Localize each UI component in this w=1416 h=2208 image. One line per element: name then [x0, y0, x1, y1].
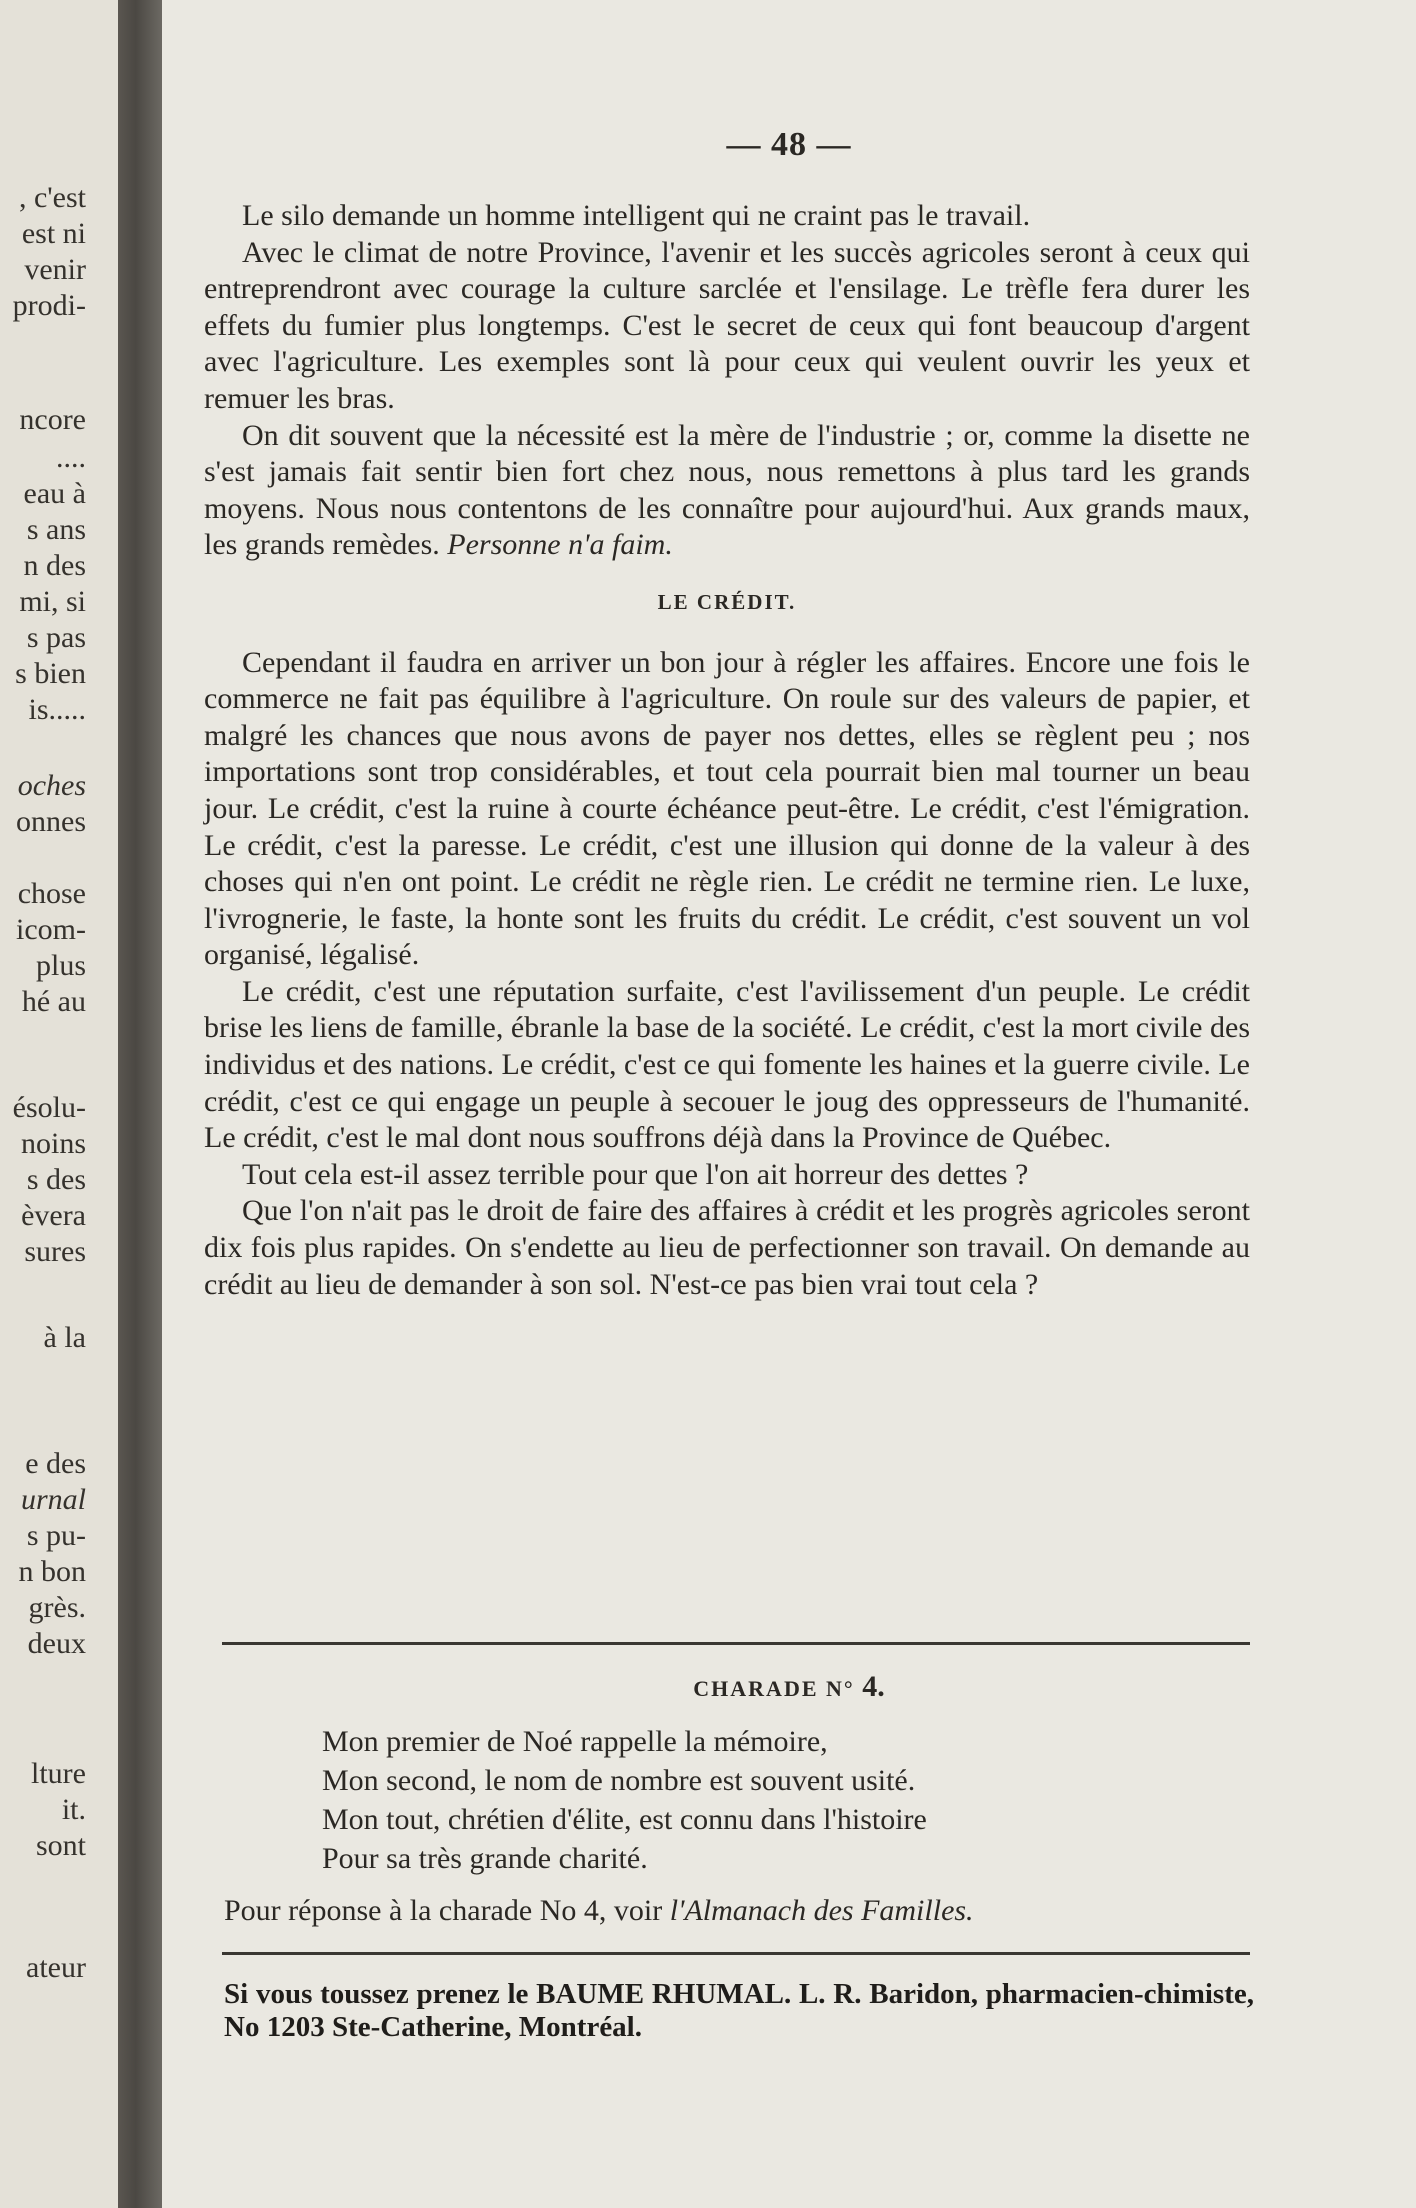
previous-page-line: , c'est [18, 181, 86, 214]
previous-page-line: s pas [26, 621, 86, 654]
divider-top [222, 1642, 1250, 1645]
page-number: — 48 — [726, 126, 852, 163]
previous-page-line: s ans [26, 513, 86, 546]
previous-page-line: icom- [16, 913, 86, 946]
almanach-title: l'Almanach des Familles. [669, 1894, 974, 1927]
previous-page-line: lture [31, 1757, 86, 1790]
poem-line: Mon tout, chrétien d'élite, est connu dans l'histoire [322, 1803, 927, 1836]
paragraph-silo: Le silo demande un homme intelligent qui ne craint pas le travail. [242, 199, 1031, 232]
previous-page-line: noins [20, 1127, 86, 1160]
previous-page-line: ésolu- [12, 1091, 86, 1124]
previous-page-line: n bon [18, 1555, 86, 1588]
book-gutter [118, 0, 162, 2208]
previous-page-line: onnes [16, 805, 86, 838]
charade-title [162, 1670, 1416, 1704]
charade-title-text: CHARADE N° [693, 1676, 855, 1701]
paragraph-progres: Que l'on n'ait pas le droit de faire des affaires à crédit et les progrès agricoles seront dix fois plus rapides. On s'endette au lieu de perfectionner son travail. On demande au crédit au lieu de demander à son sol. N'est-ce pas bien vrai tout cela ? [204, 1194, 1250, 1301]
previous-page-line: it. [61, 1793, 86, 1826]
poem-line: Pour sa très grande charité. [322, 1842, 648, 1875]
previous-page-line: grès. [28, 1591, 86, 1624]
section-title-credit: LE CRÉDIT. [657, 589, 797, 614]
divider-bottom [222, 1952, 1250, 1955]
previous-page-line: eau à [23, 477, 86, 510]
previous-page-line: oches [17, 769, 86, 802]
poem-line: Mon second, le nom de nombre est souvent usité. [322, 1764, 916, 1797]
previous-page-line: prodi- [12, 289, 86, 322]
previous-page-line: à la [43, 1321, 86, 1354]
charade-answer-text: Pour réponse à la charade No 4, voir [224, 1894, 670, 1927]
previous-page-line: ncore [19, 403, 86, 436]
charade-answer [224, 1894, 1254, 1928]
previous-page-fragment [0, 0, 118, 2208]
previous-page-line: .... [56, 441, 86, 474]
poem-line: Mon premier de Noé rappelle la mémoire, [322, 1725, 828, 1758]
previous-page-line: chose [17, 877, 86, 910]
previous-page-line: s bien [15, 657, 86, 690]
previous-page-line: s pu- [26, 1519, 86, 1552]
charade-poem [322, 1722, 927, 1878]
previous-page-line: èvera [21, 1199, 86, 1232]
previous-page-line: hé au [21, 985, 86, 1018]
previous-page-line: sont [35, 1829, 86, 1862]
paragraph-cependant: Cependant il faudra en arriver un bon jour à régler les affaires. Encore une fois le commerce ne fait pas équilibre à l'agriculture. On roule sur des valeurs de papier, et malgré les chances que nous avons de payer nos dettes, elles se règlent peu ; nos importations sont trop considérables, et tout cela pourrait bien mal tourner un beau jour. Le crédit, c'est la ruine à courte échéance peut-être. Le crédit, c'est l'émigration. Le crédit, c'est la paresse. Le crédit, c'est une illusion qui donne de la valeur à des choses qui n'en ont point. Le crédit ne règle rien. Le crédit ne termine rien. Le luxe, l'ivrognerie, le faste, la honte sont les fruits du crédit. Le crédit, c'est souvent un vol organisé, légalisé. [204, 645, 1250, 972]
previous-page-line: ateur [26, 1951, 86, 1984]
paragraph-necessite [204, 418, 1250, 564]
paragraph-terrible: Tout cela est-il assez terrible pour que l'on ait horreur des dettes ? [242, 1157, 1029, 1191]
book-page [162, 0, 1416, 2208]
body-text [204, 198, 1250, 1303]
advertisement: Si vous toussez prenez le BAUME RHUMAL. L. R. Baridon, pharmacien-chimiste, No 1203 Ste-Catherine, Montréal. [224, 1978, 1254, 2043]
personne-na-faim: Personne n'a faim. [447, 528, 673, 562]
previous-page-line: n des [23, 549, 86, 582]
paragraph-climat: Avec le climat de notre Province, l'avenir et les succès agricoles seront à ceux qui entreprendront avec courage la culture sarclée et l'ensilage. Le trèfle fera durer les effets du fumier plus longtemps. C'est le secret de ceux qui font beaucoup d'argent avec l'agriculture. Les exemples sont là pour ceux qui veulent ouvrir les yeux et remuer les bras. [204, 235, 1250, 415]
previous-page-line: plus [35, 949, 86, 982]
previous-page-line: venir [24, 253, 86, 286]
previous-page-line: s des [26, 1163, 86, 1196]
paragraph-necessite-text: On dit souvent que la nécessité est la mère de l'industrie ; or, comme la disette ne s'est jamais fait sentir bien fort chez nous, nous remettons à plus tard les grands moyens. Nous nous contentons de les connaître pour aujourd'hui. Aux grands maux, les grands remèdes. [204, 418, 1250, 562]
previous-page-line: sures [24, 1235, 86, 1268]
previous-page-line: deux [27, 1627, 86, 1660]
previous-page-line: urnal [20, 1483, 86, 1516]
previous-page-line: est ni [21, 217, 86, 250]
paragraph-reputation: Le crédit, c'est une réputation surfaite, c'est l'avilissement d'un peuple. Le crédit brise les liens de famille, ébranle la base de la société. Le crédit, c'est la mort civile des individus et des nations. Le crédit, c'est ce qui fomente les haines et la guerre civile. Le crédit, c'est ce qui engage un peuple à secouer le joug des oppresseurs de l'humanité. Le crédit, c'est le mal dont nous souffrons déjà dans la Province de Québec. [204, 974, 1250, 1155]
previous-page-line: e des [25, 1447, 86, 1480]
previous-page-line: is..... [28, 693, 86, 726]
charade-number: 4. [862, 1670, 885, 1703]
previous-page-line: mi, si [19, 585, 86, 618]
